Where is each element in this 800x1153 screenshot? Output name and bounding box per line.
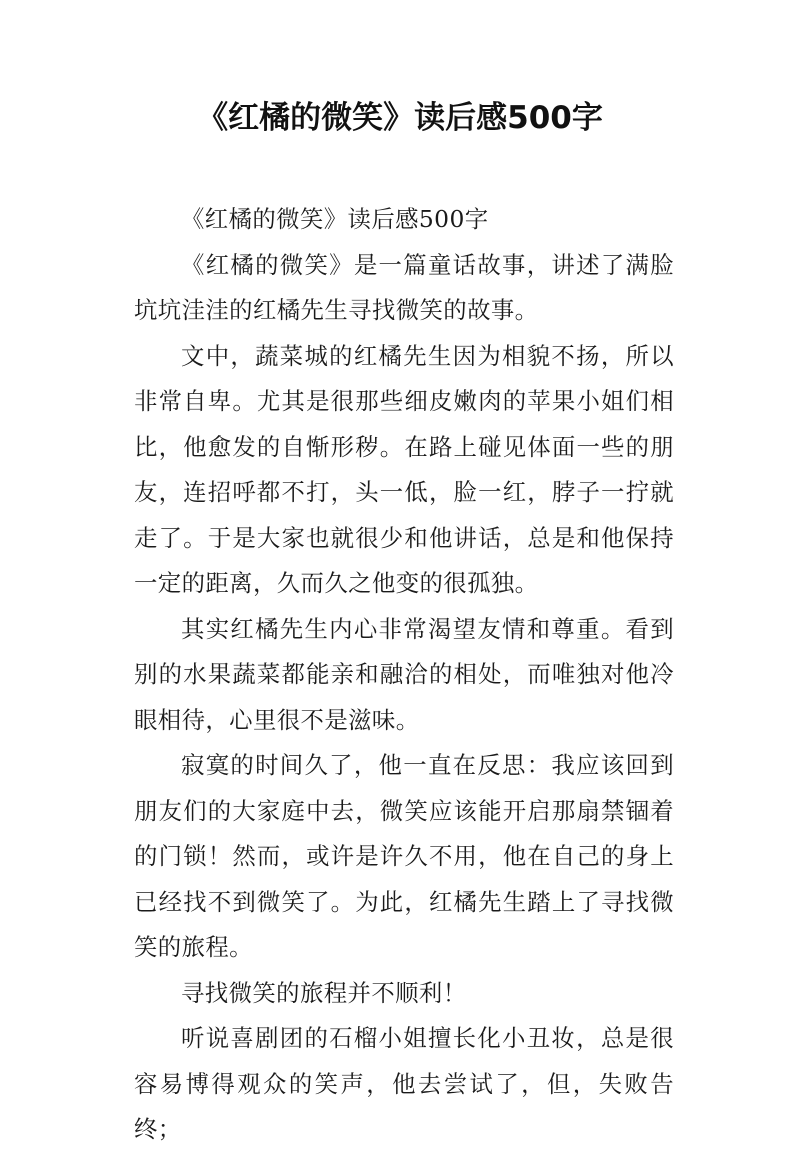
paragraph-subtitle: 《红橘的微笑》读后感500字 bbox=[181, 205, 489, 233]
paragraph-intro: 《红橘的微笑》是一篇童话故事，讲述了满脸坑坑洼洼的红橘先生寻找微笑的故事。 bbox=[134, 250, 674, 324]
paragraph-reflection: 寂寞的时间久了，他一直在反思：我应该回到朋友们的大家庭中去，微笑应该能开启那扇禁锢着的门锁！然而，或许是许久不用，他在自己的身上已经找不到微笑了。为此，红橘先生踏上了寻找微笑的旅程。 bbox=[134, 751, 674, 961]
document-title: 《红橘的微笑》读后感500字 bbox=[197, 100, 603, 136]
paragraph-longing: 其实红橘先生内心非常渴望友情和尊重。看到别的水果蔬菜都能亲和融洽的相处，而唯独对他冷眼相待，心里很不是滋味。 bbox=[134, 614, 674, 734]
paragraph-journey-hard: 寻找微笑的旅程并不顺利！ bbox=[181, 978, 467, 1007]
paragraph-pomegranate: 听说喜剧团的石榴小姐擅长化小丑妆，总是很容易博得观众的笑声，他去尝试了，但，失败告终； bbox=[134, 1024, 674, 1143]
document-body bbox=[134, 197, 674, 1153]
paragraph-inferiority: 文中，蔬菜城的红橘先生因为相貌不扬，所以非常自卑。尤其是很那些细皮嫩肉的苹果小姐们相比，他愈发的自惭形秽。在路上碰见体面一些的朋友，连招呼都不打，头一低，脸一红，脖子一拧就走了。于是大家也就很少和他讲话，总是和他保持一定的距离，久而久之他变的很孤独。 bbox=[134, 341, 674, 597]
